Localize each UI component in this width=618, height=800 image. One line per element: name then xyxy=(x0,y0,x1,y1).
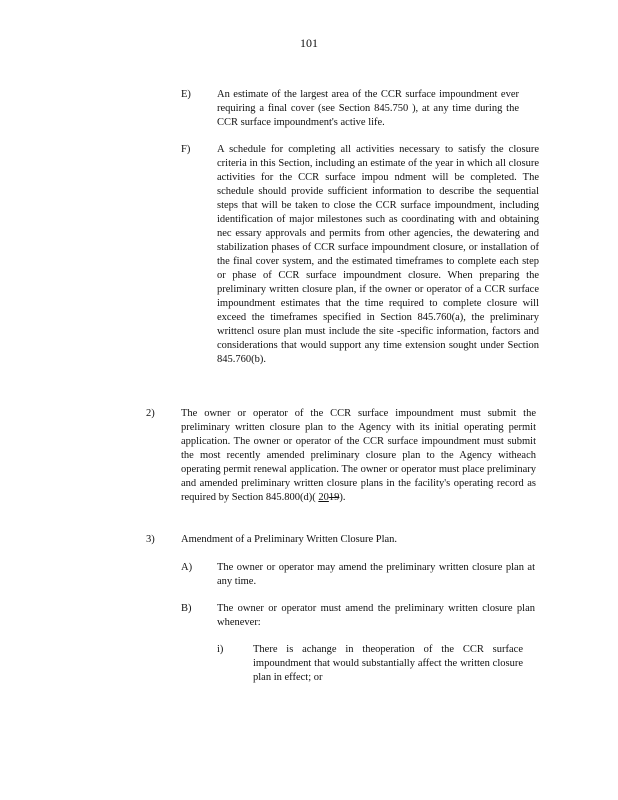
item-label: 3) xyxy=(146,534,155,545)
item-label: F) xyxy=(181,144,191,155)
item-text: There is achange in theoperation of the CCR surface impoundment that would substantially affect the written closure plan in effect; or xyxy=(253,644,523,683)
item-text: A schedule for completing all activities necessary to satisfy the closure criteria in this Section, including an estimate of the year in which all closure activities for the CCR surface impou ndment will be completed. The schedule should provide sufficient information to describe the sequential steps that will be taken to close the CCR surface impoundment, including identification of major milestones such as coordinating with and obtaining nec essary approvals and permits from other agencies, the dewatering and stabilization phases of CCR surface impoundment closure, or installation of the final cover system, and the estimated timeframes to complete each step or phase of CCR surface impoundment closure. When preparing the preliminary written closure plan, if the owner or operator of a CCR surface impoundment estimates that the time required to complete closure will exceed the timeframes specified in Section 845.760(a), the preliminary writtencl osure plan must include the site -specific information, factors and considerations that would support any time extension sought under Section 845.760(b). xyxy=(217,144,539,365)
deleted-text: 19 xyxy=(328,492,340,503)
item-label: A) xyxy=(181,562,193,573)
item-text: Amendment of a Preliminary Written Closure Plan. xyxy=(181,534,398,545)
item-label: B) xyxy=(181,603,192,614)
page-number: 101 xyxy=(300,36,318,50)
item-label: i) xyxy=(217,644,224,655)
item-text: An estimate of the largest area of the CCR surface impoundment ever requiring a final cover (see Section 845.750 ), at any time during the CCR surface impoundment's active life. xyxy=(217,89,519,128)
item-label: 2) xyxy=(146,408,155,419)
item-text: The owner or operator may amend the preliminary written closure plan at any time. xyxy=(217,562,535,587)
item-text: The owner or operator must amend the preliminary written closure plan whenever: xyxy=(217,603,535,628)
item-text: The owner or operator of the CCR surface impoundment must submit the preliminary written closure plan to the Agency with its initial operating permit application. The owner or operator of the CCR surface impoundment must submit the most recently amended preliminary closure plan to the Agency witheach operating permit renewal application. The owner or operator must place preliminary and amended preliminary written closure plans in the facility's operating record as required by Section 845.800(d)( 2019). xyxy=(181,408,536,503)
inserted-text: 20 xyxy=(318,492,329,503)
item-label: E) xyxy=(181,89,191,100)
